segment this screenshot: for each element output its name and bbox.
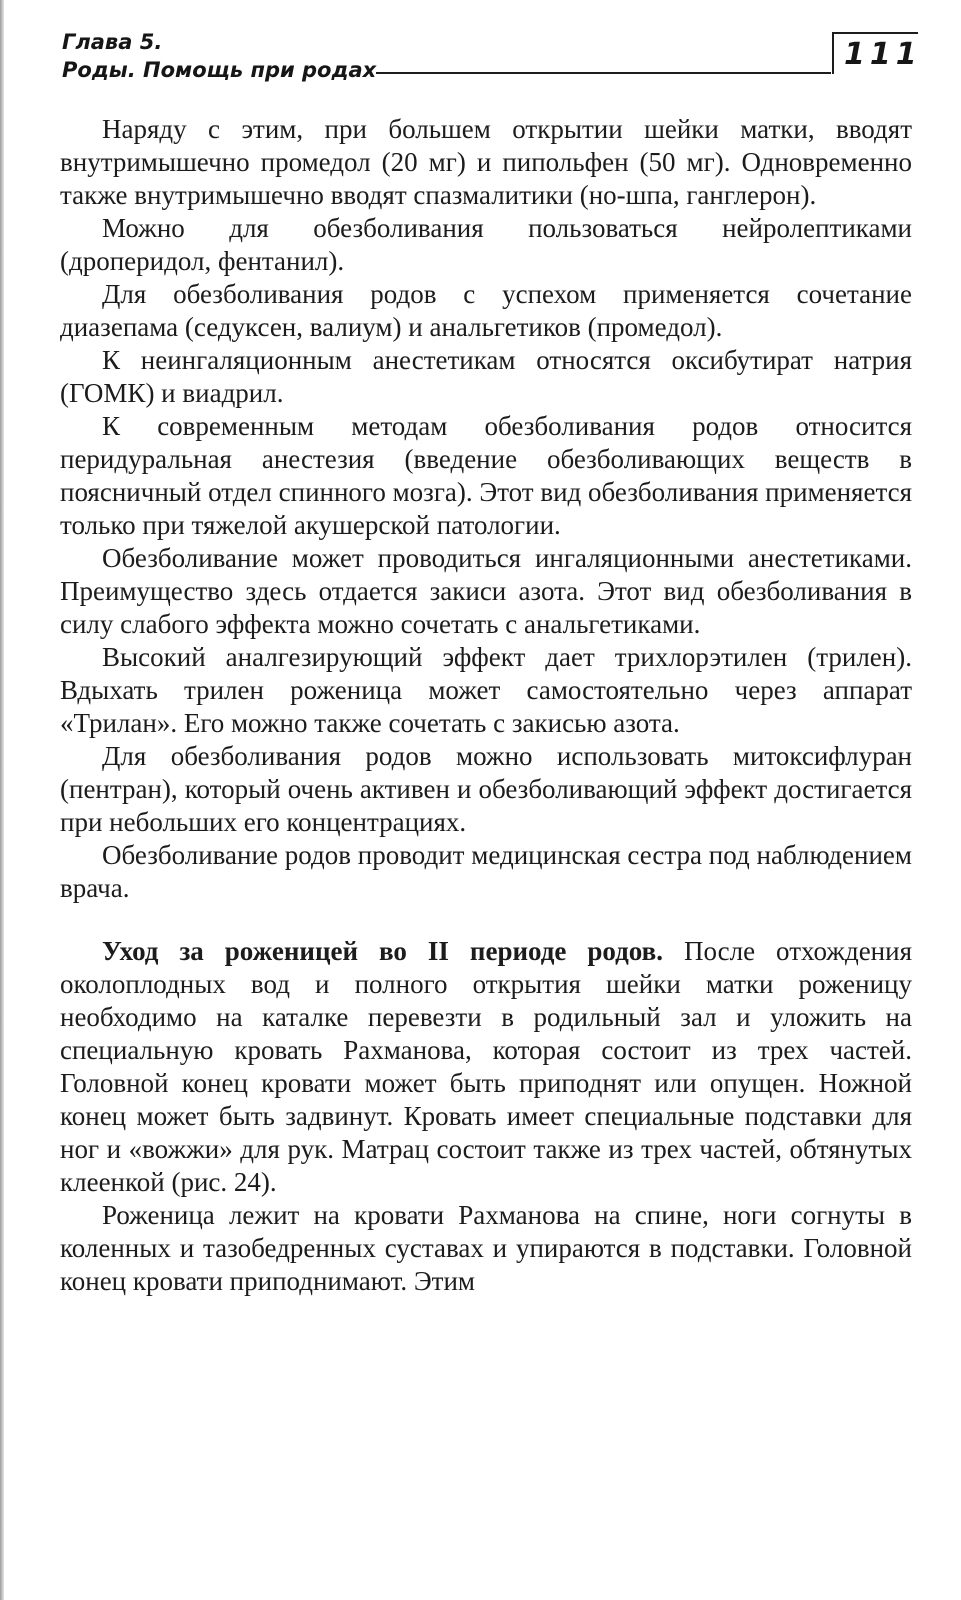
chapter-label: Глава 5. [62,30,163,54]
section-paragraph [60,935,912,1199]
paragraph: Обезболивание родов проводит медицинская сестра под наблюдением врача. [60,840,912,903]
running-header [58,28,922,88]
paragraph: Можно для обезболивания пользоваться нейролептиками (дроперидол, фентанил). [60,213,912,276]
paragraph: Высокий аналгезирующий эффект дает трихлорэтилен (трилен). Вдыхать трилен роженица может самостоятельно через аппарат «Трилан». Его можно также сочетать с закисью азота. [60,642,912,738]
paragraph: К современным методам обезболивания родов относится перидуральная анестезия (введение обезболивающих веществ в поясничный отдел спинного мозга). Этот вид обезболивания применяется только при тяжелой акушерской патологии. [60,411,912,540]
paragraph: Для обезболивания родов можно использовать митоксифлуран (пентран), который очень активен и обезболивающий эффект достигается при небольших его концентрациях. [60,741,912,837]
page-body [60,113,912,1298]
section-text: После отхождения околоплодных вод и полного открытия шейки матки роженицу необходимо на каталке перевезти в родильный зал и уложить на специальную кровать Рахманова, которая состоит из трех частей. Головной конец кровати может быть приподнят или опущен. Ножной конец может быть задвинут. Кровать имеет специальные подставки для ног и «вожжи» для рук. Матрац состоит также из трех частей, обтянутых клеенкой (рис. 24). [60,936,912,1197]
paragraph: Наряду с этим, при большем открытии шейки матки, вводят внутримышечно промедол (20 мг) и пипольфен (50 мг). Одновременно также внутримышечно вводят спазмалитики (но-шпа, ганглерон). [60,114,912,210]
paragraph: К неингаляционным анестетикам относятся оксибутират натрия (ГОМК) и виадрил. [60,345,912,408]
header-rule [376,72,831,74]
section-heading: Уход за роженицей во II периоде родов. [102,936,663,966]
page-number: 111 [844,37,922,72]
scan-page-edge [0,0,4,1600]
paragraph: Обезболивание может проводиться ингаляционными анестетиками. Преимущество здесь отдается закиси азота. Этот вид обезболивания в силу слабого эффекта можно сочетать с анальгетиками. [60,543,912,639]
paragraph: Роженица лежит на кровати Рахманова на спине, ноги согнуты в коленных и тазобедренных суставах и упираются в подставки. Головной конец кровати приподнимают. Этим [60,1200,912,1296]
chapter-title: Роды. Помощь при родах [62,58,377,82]
paragraph: Для обезболивания родов с успехом применяется сочетание диазепама (седуксен, валиум) и анальгетиков (промедол). [60,279,912,342]
